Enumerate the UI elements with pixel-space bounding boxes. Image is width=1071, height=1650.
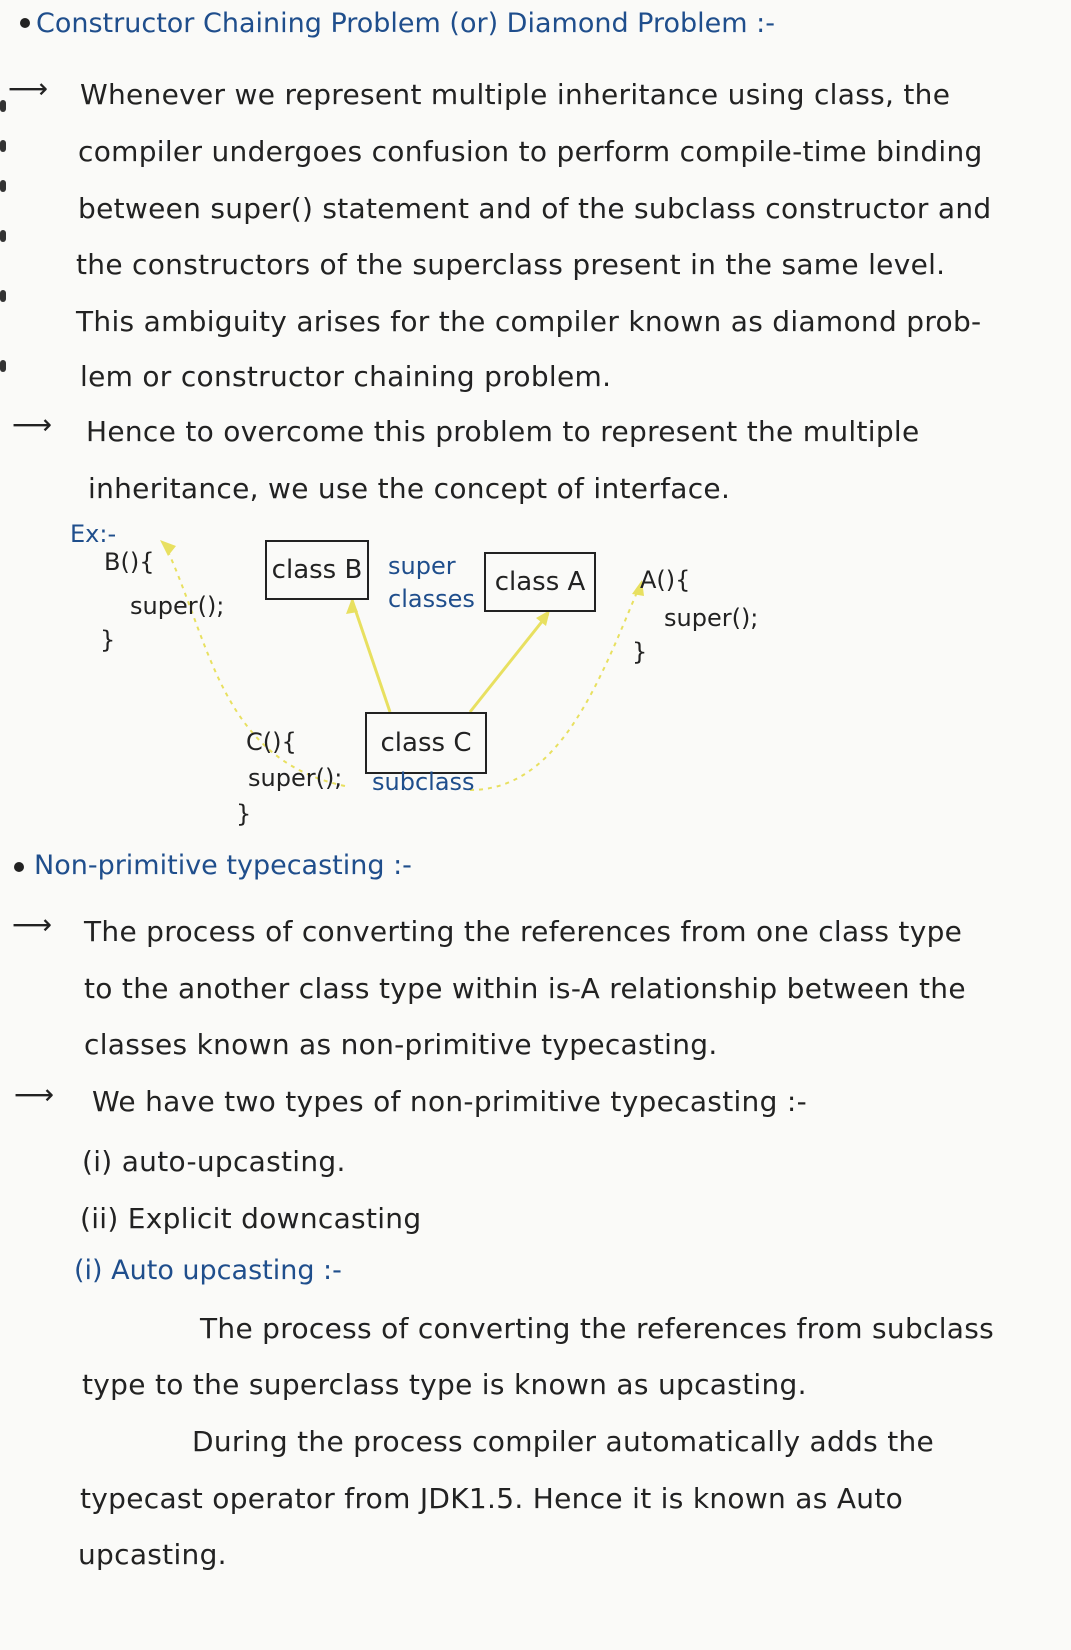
para-line: typecast operator from JDK1.5. Hence it is known as Auto — [80, 1482, 904, 1515]
arrow-icon: ⟶ — [12, 408, 53, 441]
class-b-box — [265, 540, 369, 600]
a-close-brace: } — [632, 638, 648, 666]
para-line: lem or constructor chaining problem. — [80, 360, 612, 393]
para-line: between super() statement and of the subclass constructor and — [78, 192, 992, 225]
section2-heading: Non-primitive typecasting :- — [34, 850, 412, 881]
class-a-box — [484, 552, 596, 612]
c-super-call: super(); — [248, 764, 343, 792]
class-c-label: class C — [380, 728, 472, 758]
sub-heading: (i) Auto upcasting :- — [74, 1255, 342, 1286]
class-a-label: class A — [494, 567, 586, 597]
para-line: During the process compiler automatically adds the — [192, 1425, 935, 1458]
para-line: The process of converting the references from subclass — [200, 1312, 995, 1345]
para-line: We have two types of non-primitive typecasting :- — [92, 1085, 808, 1118]
list-item: (i) auto-upcasting. — [82, 1145, 346, 1178]
para-line: Whenever we represent multiple inheritance using class, the — [80, 78, 951, 111]
subclass-label: subclass — [372, 768, 475, 796]
classes-label: classes — [388, 585, 475, 613]
para-line: Hence to overcome this problem to represent the multiple — [86, 415, 920, 448]
para-line: the constructors of the superclass present in the same level. — [76, 248, 946, 281]
para-line: This ambiguity arises for the compiler known as diamond prob- — [76, 305, 982, 338]
para-line: compiler undergoes confusion to perform compile-time binding — [78, 135, 983, 168]
para-line: to the another class type within is-A relationship between the — [84, 972, 966, 1005]
para-line: upcasting. — [78, 1538, 227, 1571]
class-c-box — [365, 712, 487, 774]
super-label: super — [388, 552, 456, 580]
example-label: Ex:- — [70, 520, 117, 548]
c-close-brace: } — [236, 800, 252, 828]
para-line: classes known as non-primitive typecasting. — [84, 1028, 718, 1061]
list-item: (ii) Explicit downcasting — [80, 1202, 422, 1235]
bullet-icon — [14, 862, 24, 872]
a-constructor: A(){ — [640, 566, 691, 594]
para-line: The process of converting the references from one class type — [84, 915, 963, 948]
b-close-brace: } — [100, 626, 116, 654]
b-constructor: B(){ — [104, 548, 155, 576]
b-super-call: super(); — [130, 592, 225, 620]
a-super-call: super(); — [664, 604, 759, 632]
arrow-icon: ⟶ — [14, 1078, 55, 1111]
arrow-icon: ⟶ — [12, 908, 53, 941]
c-constructor: C(){ — [246, 728, 297, 756]
section1-heading: Constructor Chaining Problem (or) Diamond Problem :- — [36, 8, 775, 39]
para-line: inheritance, we use the concept of interface. — [88, 472, 731, 505]
arrow-icon: ⟶ — [8, 72, 49, 105]
para-line: type to the superclass type is known as upcasting. — [82, 1368, 807, 1401]
class-b-label: class B — [271, 555, 363, 585]
